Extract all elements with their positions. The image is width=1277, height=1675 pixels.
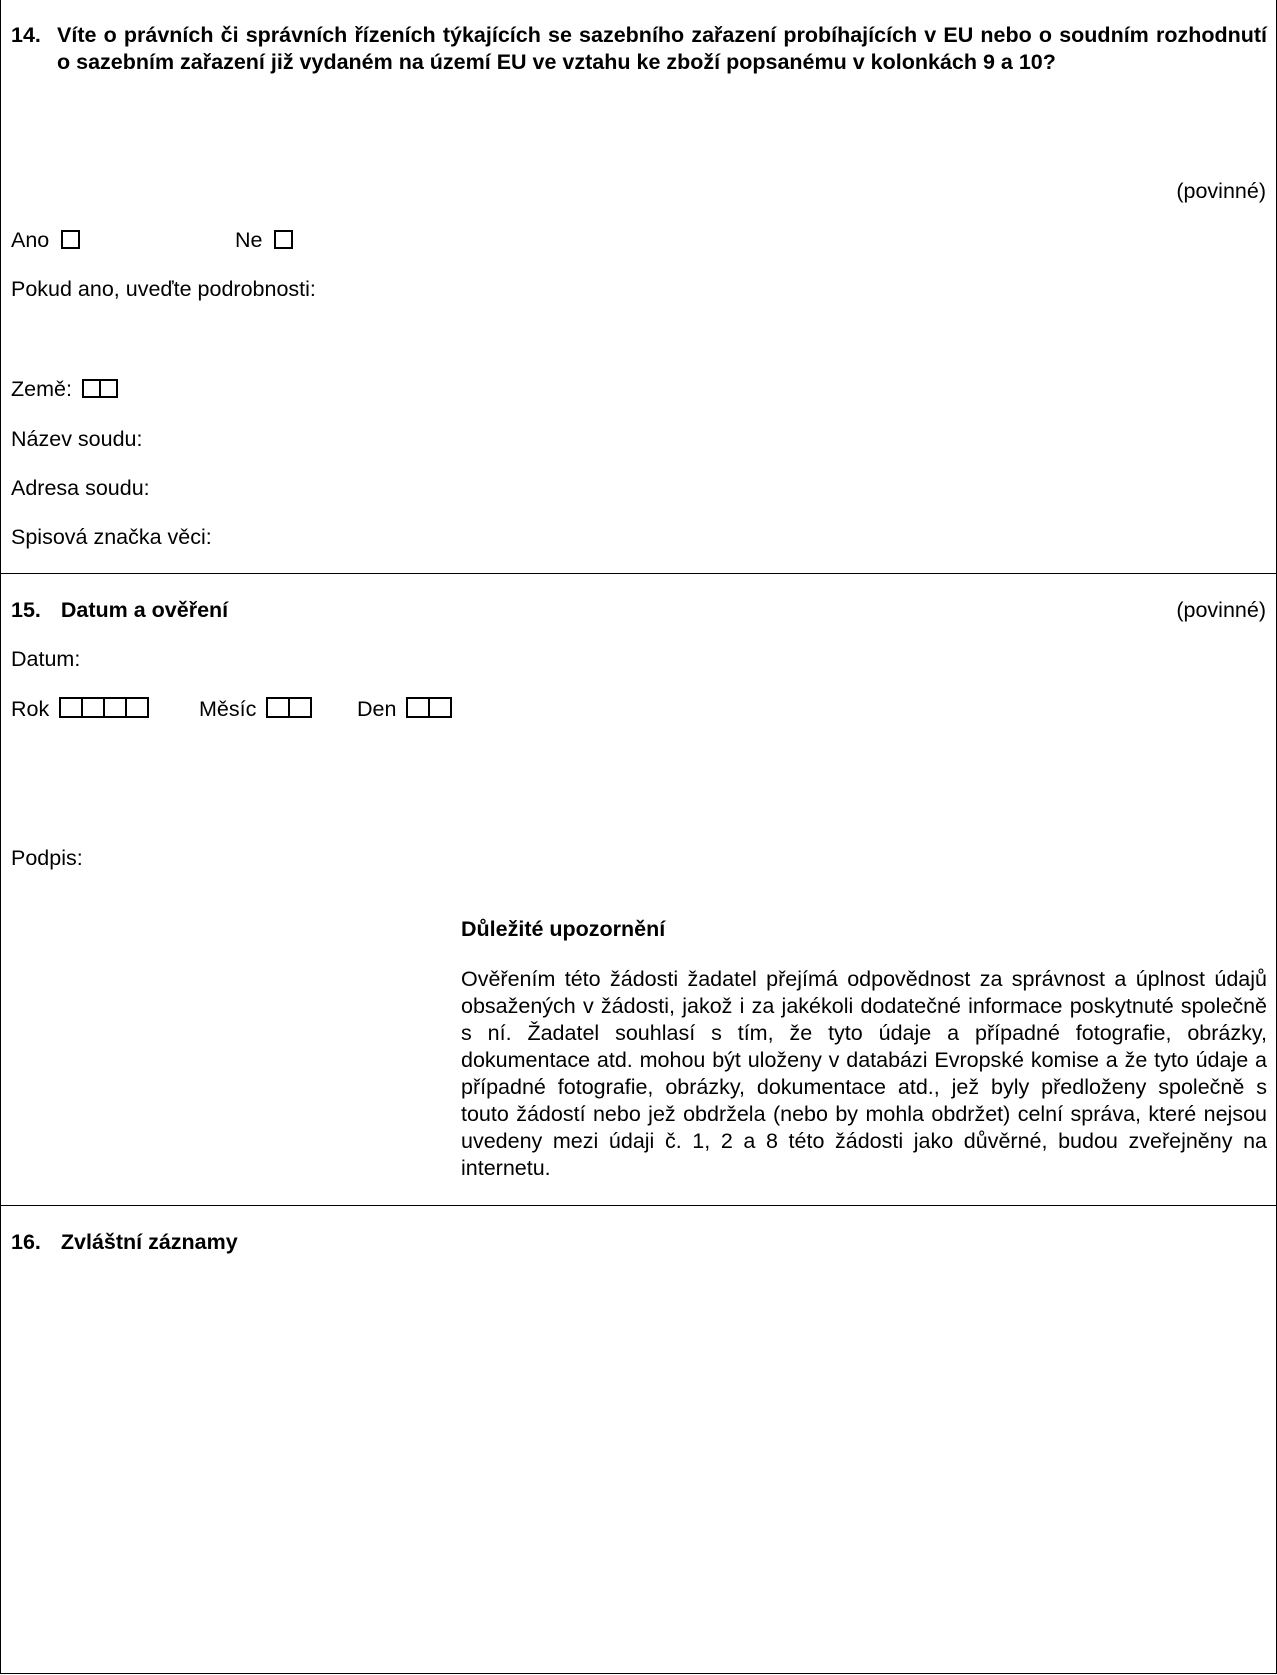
question-15-number: 15. [11,598,41,622]
country-code-box[interactable] [99,379,118,398]
date-label: Datum: [11,647,81,671]
section-divider [0,1205,1277,1206]
details-prompt: Pokud ano, uveďte podrobnosti: [11,277,316,301]
case-reference-label: Spisová značka věci: [11,525,212,549]
year-field [11,696,149,723]
day-digit-box[interactable] [406,697,430,718]
year-digit-box[interactable] [125,697,149,718]
no-checkbox[interactable] [274,230,293,249]
no-option [235,227,293,254]
question-15-title: Datum a ověření [60,598,229,622]
court-name-label: Název soudu: [11,427,143,451]
year-label: Rok [11,697,50,721]
day-digit-box[interactable] [428,697,452,718]
court-address-label: Adresa soudu: [11,476,150,500]
year-digit-box[interactable] [81,697,105,718]
question-16-title: Zvláštní záznamy [60,1230,238,1254]
question-14-text: Víte o právních či správních řízeních týkajících se sazebního zařazení probíhajících v EU nebo o soudním rozhodnutí o sazebním zařazení již vydaném na území EU ve vztahu ke zboží popsanému v kolonkách 9 a 10? [57,23,1267,74]
signature-label: Podpis: [11,846,83,870]
yes-option [11,227,80,254]
q14-mandatory-note: (povinné) [1176,179,1266,203]
month-boxes [266,697,312,718]
day-label: Den [357,697,397,721]
question-16-heading [11,1229,238,1256]
yes-checkbox[interactable] [61,230,80,249]
country-row [11,376,118,403]
year-digit-box[interactable] [59,697,83,718]
question-16-number: 16. [11,1230,41,1254]
month-digit-box[interactable] [266,697,290,718]
q15-mandatory-note: (povinné) [1176,598,1266,622]
day-boxes [406,697,452,718]
month-digit-box[interactable] [288,697,312,718]
section-divider [0,573,1277,574]
yes-label: Ano [11,228,50,252]
country-code-boxes [82,379,118,398]
country-label: Země: [11,377,72,401]
month-field [199,696,312,723]
notice-text: Ověřením této žádosti žadatel přejímá odpovědnost za správnost a úplnost údajů obsažených v žádosti, jakož i za jakékoli dodatečné informace poskytnuté společně s ní. Žadatel souhlasí s tím, že tyto údaje a případné fotografie, obrázky, dokumentace atd. mohou být uloženy v databázi Evropské komise a že tyto údaje a případné fotografie, obrázky, dokumentace atd., jež byly předloženy společně s touto žádostí nebo jež obdržela (nebo by mohla obdržet) celní správa, které nejsou uvedeny mezi údaji č. 1, 2 a 8 této žádosti jako důvěrné, budou zveřejněny na internetu. [461,967,1267,1180]
month-label: Měsíc [199,697,257,721]
question-14-number: 14. [11,23,41,47]
notice-title: Důležité upozornění [461,917,666,941]
question-15-heading [11,597,228,624]
year-boxes [59,697,149,718]
question-14 [11,22,1267,76]
day-field [357,696,452,723]
no-label: Ne [235,228,263,252]
year-digit-box[interactable] [103,697,127,718]
